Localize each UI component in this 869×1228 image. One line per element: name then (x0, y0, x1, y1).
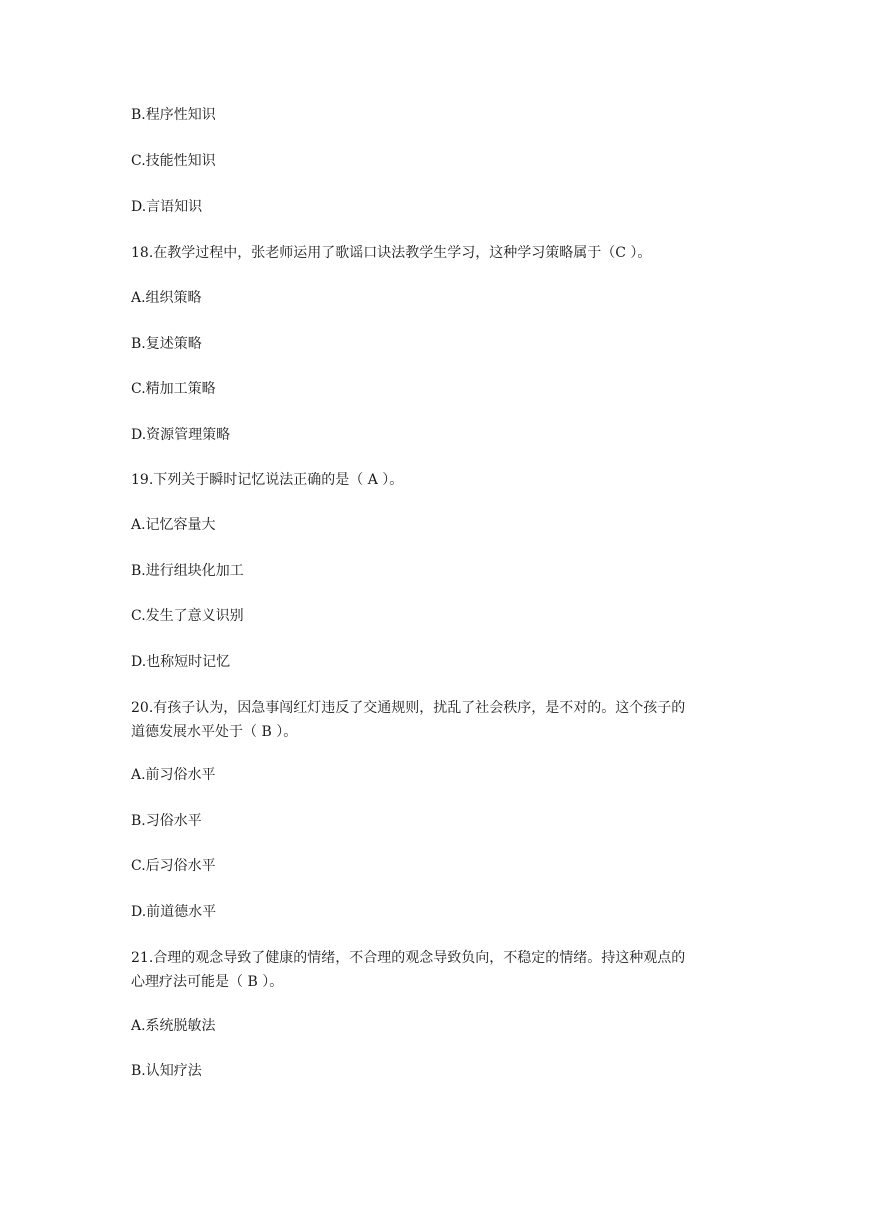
option-19-b: B.进行组块化加工 (131, 563, 244, 579)
question-21-line-1: 21.合理的观念导致了健康的情绪，不合理的观念导致负向，不稳定的情绪。持这种观点的 (131, 950, 686, 966)
question-20-line-1: 20.有孩子认为，因急事闯红灯违反了交通规则，扰乱了社会秩序，是不对的。这个孩子的 (131, 700, 686, 716)
option-19-d: D.也称短时记忆 (131, 654, 231, 670)
option-17-c: C.技能性知识 (131, 153, 216, 169)
option-21-a: A.系统脱敏法 (131, 1018, 216, 1034)
option-20-c: C.后习俗水平 (131, 858, 216, 874)
option-21-b: B.认知疗法 (131, 1063, 202, 1079)
option-20-a: A.前习俗水平 (131, 767, 216, 783)
option-17-d: D.言语知识 (131, 199, 203, 215)
question-21-line-2: 心理疗法可能是（ B ）。 (131, 974, 284, 990)
option-20-d: D.前道德水平 (131, 904, 217, 920)
option-18-a: A.组织策略 (131, 290, 202, 306)
option-17-b: B.程序性知识 (131, 107, 216, 123)
option-18-d: D.资源管理策略 (131, 427, 231, 443)
question-19: 19.下列关于瞬时记忆说法正确的是（ A ）。 (131, 472, 404, 488)
option-20-b: B.习俗水平 (131, 813, 202, 829)
option-19-c: C.发生了意义识别 (131, 608, 244, 624)
option-18-b: B.复述策略 (131, 336, 202, 352)
question-20-line-2: 道德发展水平处于（ B ）。 (131, 724, 298, 740)
option-19-a: A.记忆容量大 (131, 517, 216, 533)
question-18: 18.在教学过程中，张老师运用了歌谣口诀法教学生学习，这种学习策略属于（C ）。 (131, 245, 652, 261)
option-18-c: C.精加工策略 (131, 381, 216, 397)
